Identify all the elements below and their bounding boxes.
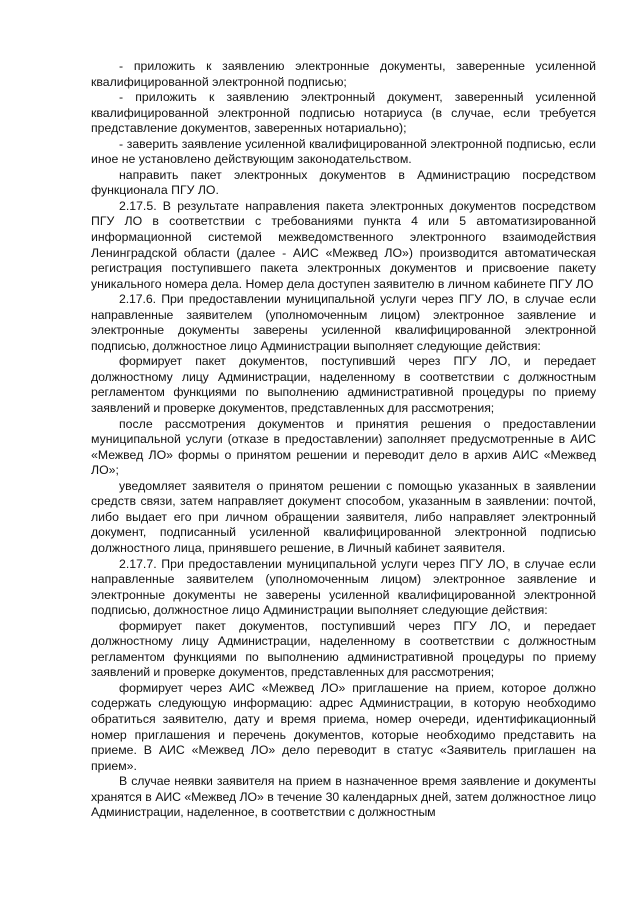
paragraph-forms-package-1: формирует пакет документов, поступивший через ПГУ ЛО, и передает должностному лицу Администрации, наделенному в соответствии с должностным регламентом функциями по выполнению административной процедуры по приему заявлений и проверке документов, представленных для рассмотрения; — [91, 354, 596, 416]
paragraph-notifies-applicant: уведомляет заявителя о принятом решении с помощью указанных в заявлении средств связи, затем направляет документ способом, указанным в заявлении: почтой, либо выдает его при личном обращении заявителя, либо направляет электронный документ, подписанный усиленной квалифицированной электронной подписью должностного лица, принявшего решение, в Личный кабинет заявителя. — [91, 478, 596, 555]
paragraph-attach-notarized-document: - приложить к заявлению электронный документ, заверенный усиленной квалифицированной электронной подписью нотариуса (в случае, если требуется представление документов, заверенных нотариально); — [91, 90, 596, 136]
paragraph-sign-application: - заверить заявление усиленной квалифицированной электронной подписью, если иное не установлено действующим законодательством. — [91, 136, 596, 167]
paragraph-forms-package-2: формирует пакет документов, поступивший через ПГУ ЛО, и передает должностному лицу Администрации, наделенному в соответствии с должностным регламентом функциями по выполнению административной процедуры по приему заявлений и проверке документов, представленных для рассмотрения; — [91, 618, 596, 680]
paragraph-2-17-6: 2.17.6. При предоставлении муниципальной услуги через ПГУ ЛО, в случае если направленные заявителем (уполномоченным лицом) электронное заявление и электронные документы заверены усиленной квалифицированной электронной подписью, должностное лицо Администрации выполняет следующие действия: — [91, 292, 596, 353]
paragraph-no-show: В случае неявки заявителя на прием в назначенное время заявление и документы хранятся в АИС «Межвед ЛО» в течение 30 календарных дней, затем должностное лицо Администрации, наделенное, в соответствии с должностным — [91, 774, 596, 820]
paragraph-after-review: после рассмотрения документов и принятия решения о предоставлении муниципальной услуги (отказе в предоставлении) заполняет предусмотренные в АИС «Межвед ЛО» формы о принятом решении и переводит дело в архив АИС «Межвед ЛО»; — [91, 416, 596, 478]
paragraph-forms-invitation: формирует через АИС «Межвед ЛО» приглашение на прием, которое должно содержать следующую информацию: адрес Администрации, в которую необходимо обратиться заявителю, дату и время приема, номер очереди, идентификационный номер приглашения и перечень документов, которые необходимо представить на приеме. В АИС «Межвед ЛО» дело переводит в статус «Заявитель приглашен на прием». — [91, 680, 596, 773]
paragraph-2-17-7: 2.17.7. При предоставлении муниципальной услуги через ПГУ ЛО, в случае если направленные заявителем (уполномоченным лицом) электронное заявление и электронные документы не заверены усиленной квалифицированной электронной подписью, должностное лицо Администрации выполняет следующие действия: — [91, 556, 596, 618]
paragraph-attach-signed-documents: - приложить к заявлению электронные документы, заверенные усиленной квалифицированной электронной подписью; — [91, 59, 596, 89]
paragraph-2-17-5: 2.17.5. В результате направления пакета электронных документов посредством ПГУ ЛО в соответствии с требованиями пункта 4 или 5 автоматизированной информационной системой межведомственного электронного взаимодействия Ленинградской области (далее - АИС «Межвед ЛО») производится автоматическая регистрация поступившего пакета электронных документов и присвоение пакету уникального номера дела. Номер дела доступен заявителю в личном кабинете ПГУ ЛО — [91, 198, 596, 291]
paragraph-send-package: направить пакет электронных документов в Администрацию посредством функционала ПГУ ЛО. — [91, 167, 596, 198]
